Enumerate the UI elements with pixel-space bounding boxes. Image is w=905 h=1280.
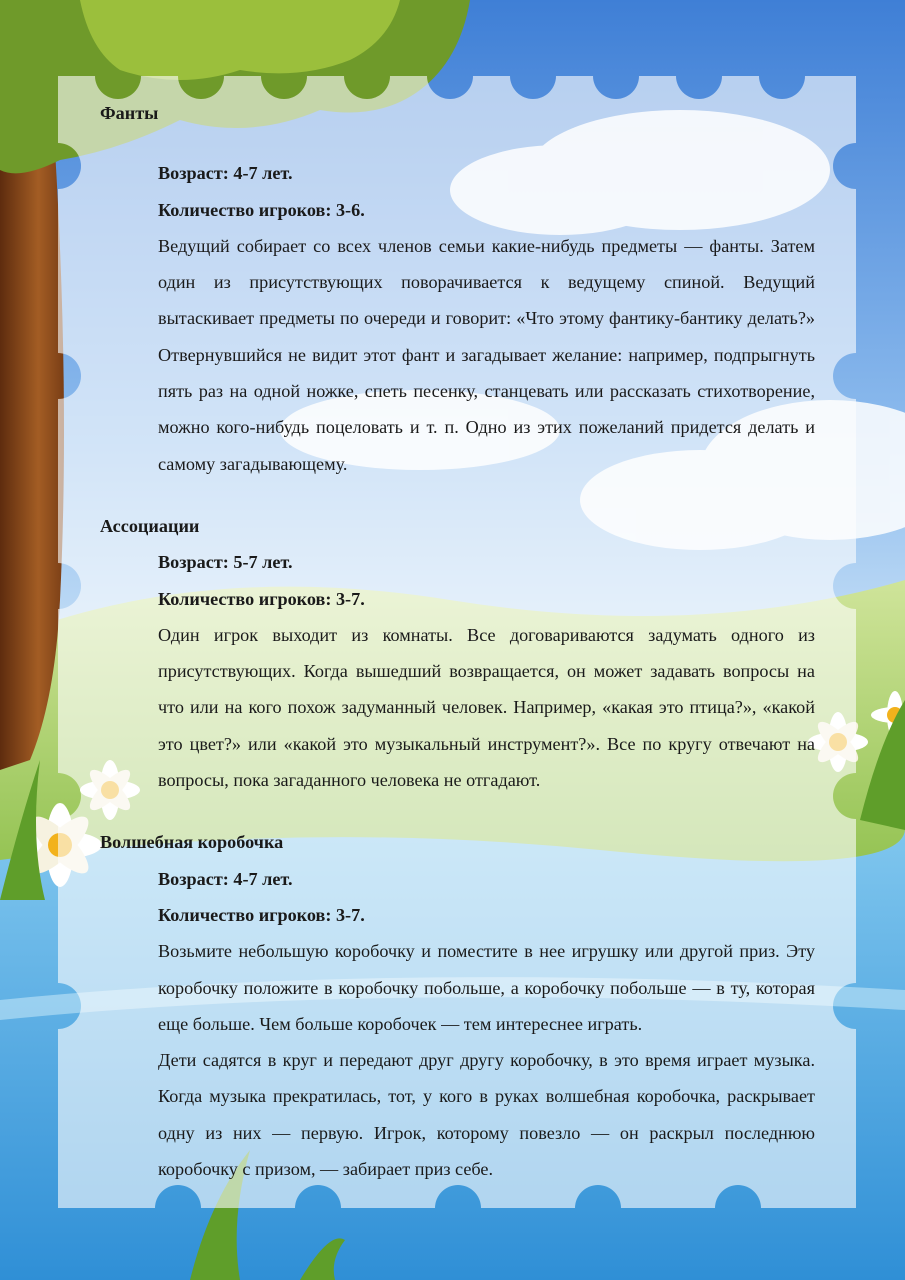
game-paragraph: Возьмите небольшую коробочку и поместите в нее игрушку или другой приз. Эту коробочку положите в коробочку побольше, а коробочку побольше — в ту, которая еще больше. Чем больше коробочек — тем интереснее играть. [158, 941, 815, 1034]
game-paragraph: Дети садятся в круг и передают друг другу коробочку, в это время играет музыка. Когда музыка прекратилась, тот, у кого в руках волшебная коробочка, раскрывает одну из них — первую. Игрок, которому повезло — он раскрыл последнюю коробочку с призом, — забирает приз себе. [158, 1050, 815, 1180]
game-age: Возраст: 5-7 лет. [158, 552, 293, 573]
game-age: Возраст: 4-7 лет. [158, 163, 293, 184]
game-players: Количество игроков: 3-7. [158, 904, 365, 925]
game-paragraph: Ведущий собирает со всех членов семьи какие-нибудь предметы — фанты. Затем один из присутствующих поворачивается к ведущему спиной. Ведущий вытаскивает предметы по очереди и говорит: «Что этому фантику-бантику делать?» Отвернувшийся не видит этот фант и загадывает желание: например, подпрыгнуть пять раз на одной ножке, спеть песенку, станцевать или рассказать стихотворение, можно кого-нибудь поцеловать и т. п. Одно из этих пожеланий придется делать и самому загадывающему. [158, 235, 815, 474]
game-players: Количество игроков: 3-6. [158, 199, 365, 220]
game-title: Фанты [100, 103, 159, 123]
game-title: Волшебная коробочка [100, 832, 284, 853]
game-players: Количество игроков: 3-7. [158, 588, 365, 609]
game-title: Ассоциации [100, 515, 200, 536]
game-age: Возраст: 4-7 лет. [158, 868, 293, 889]
document-body [100, 95, 815, 1187]
game-paragraph: Один игрок выходит из комнаты. Все договариваются задумать одного из присутствующих. Когда вышедший возвращается, он может задавать вопросы на что или на кого похож задуманный человек. Например, «какая это птица?», «какой это цвет?» или «какой это музыкальный инструмент?». Все по кругу отвечают на вопросы, пока загаданного человека не отгадают. [158, 624, 815, 791]
